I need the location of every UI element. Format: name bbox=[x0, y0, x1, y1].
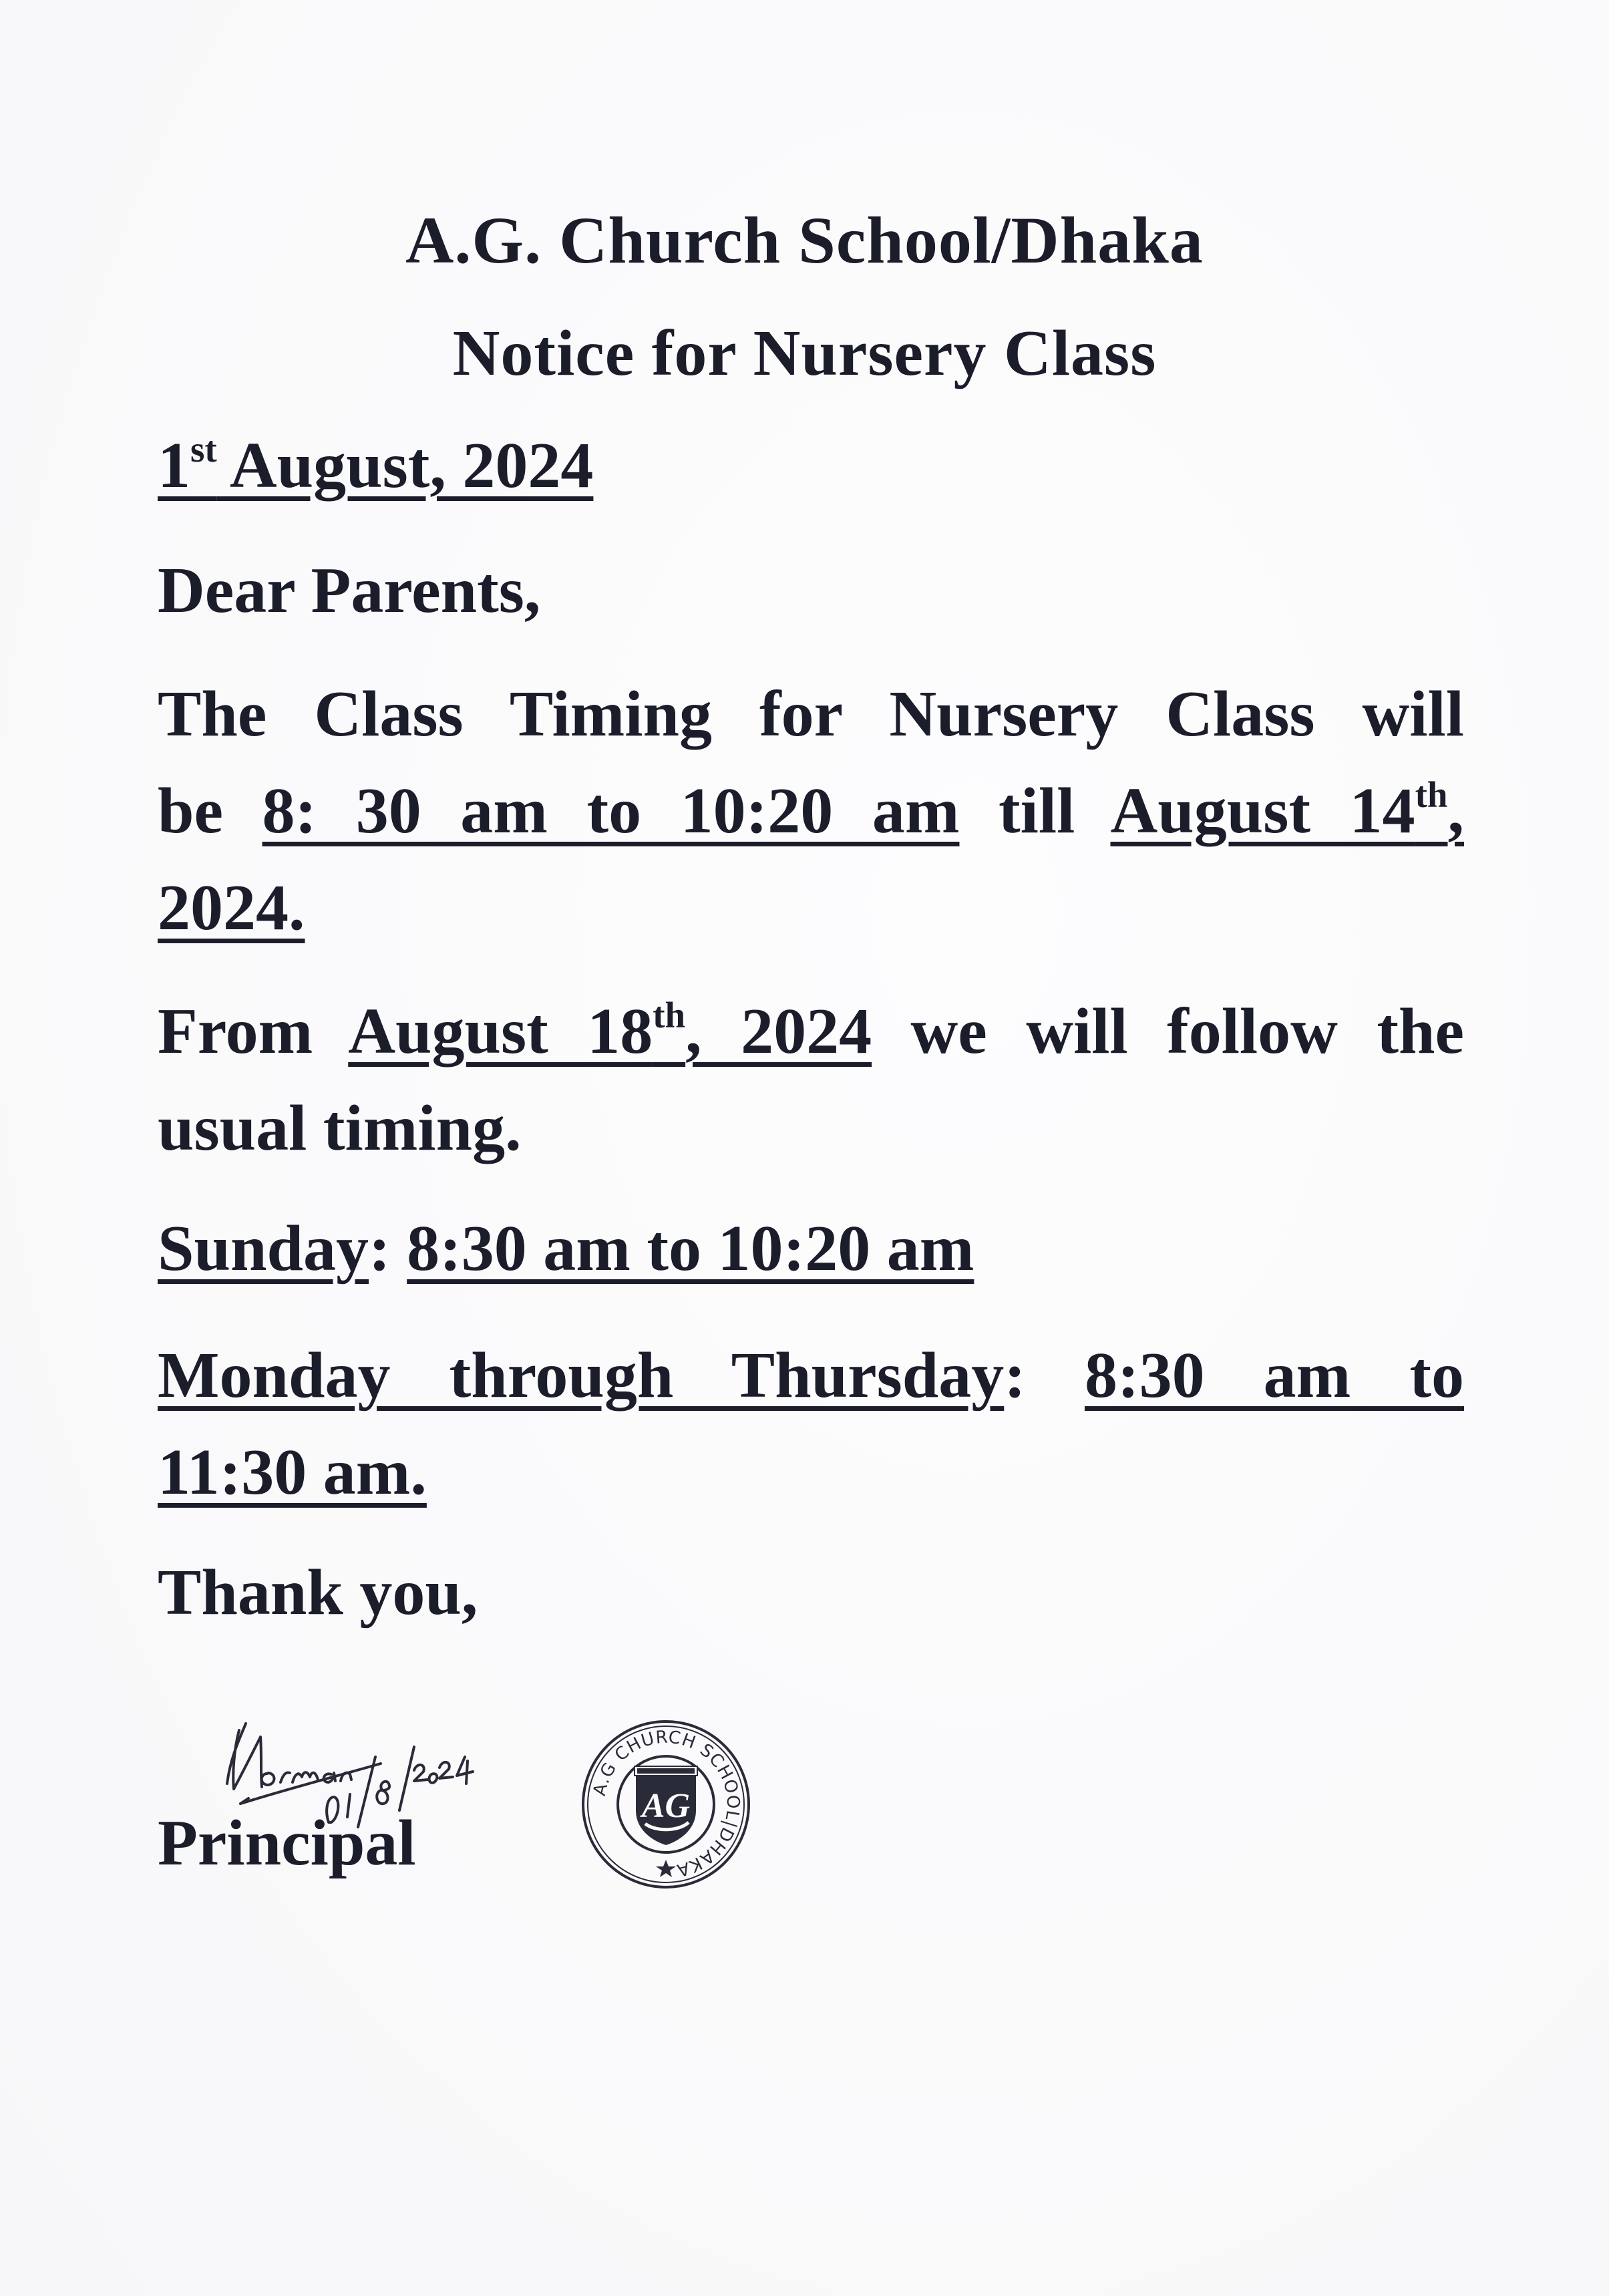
schedule-time-part-2: 11:30 am. bbox=[158, 1436, 427, 1508]
schedule-day-label: Monday through Thursday bbox=[158, 1339, 1005, 1412]
greeting: Dear Parents, bbox=[158, 554, 541, 627]
closing: Thank you, bbox=[158, 1556, 478, 1629]
start-date-main: August 18 bbox=[348, 995, 653, 1068]
schedule-time-part-1: 8:30 am to bbox=[1084, 1339, 1464, 1412]
school-seal-stamp bbox=[578, 1717, 753, 1892]
schedule-separator: : bbox=[1004, 1339, 1085, 1412]
paragraph-1-line-3 bbox=[158, 872, 305, 944]
start-date-year: , 2024 bbox=[685, 995, 872, 1068]
notice-title: Notice for Nursery Class bbox=[452, 317, 1157, 389]
end-date-comma: , bbox=[1447, 775, 1464, 847]
temporary-end-date bbox=[1110, 775, 1464, 847]
end-date-suffix: th bbox=[1415, 774, 1448, 815]
schedule-weekdays-line-2 bbox=[158, 1436, 427, 1508]
p1-till: till bbox=[959, 775, 1111, 847]
end-date-main: August 14 bbox=[1110, 775, 1415, 847]
signatory-title: Principal bbox=[158, 1807, 416, 1879]
schedule-separator: : bbox=[369, 1212, 407, 1285]
paragraph-1-line-2 bbox=[158, 774, 1464, 847]
date-day: 1 bbox=[158, 430, 190, 502]
paragraph-2-line-1 bbox=[158, 995, 1464, 1068]
start-date-suffix: th bbox=[653, 995, 686, 1035]
school-name-heading: A.G. Church School/Dhaka bbox=[405, 203, 1204, 277]
usual-timing-start-date bbox=[348, 995, 872, 1068]
paragraph-1-line-1: The Class Timing for Nursery Class will bbox=[158, 678, 1464, 750]
schedule-day-label: Sunday bbox=[158, 1212, 369, 1285]
schedule-sunday bbox=[158, 1212, 974, 1285]
schedule-weekdays-line-1 bbox=[158, 1339, 1464, 1412]
p2-prefix: From bbox=[158, 995, 349, 1068]
date-day-suffix: st bbox=[190, 429, 217, 470]
end-date-year: 2024. bbox=[158, 872, 305, 944]
notice-date bbox=[158, 429, 594, 502]
date-rest: August, 2024 bbox=[216, 430, 594, 502]
svg-text:AG: AG bbox=[641, 1787, 691, 1825]
p2-suffix: we will follow the bbox=[872, 995, 1464, 1068]
temporary-time-range: 8: 30 am to 10:20 am bbox=[262, 775, 960, 847]
svg-text:A.G CHURCH SCHOOL|DHAKA: A.G CHURCH SCHOOL|DHAKA bbox=[589, 1727, 743, 1880]
paragraph-2-line-2: usual timing. bbox=[158, 1092, 522, 1164]
schedule-time: 8:30 am to 10:20 am bbox=[407, 1212, 974, 1285]
p1-prefix: be bbox=[158, 775, 262, 847]
